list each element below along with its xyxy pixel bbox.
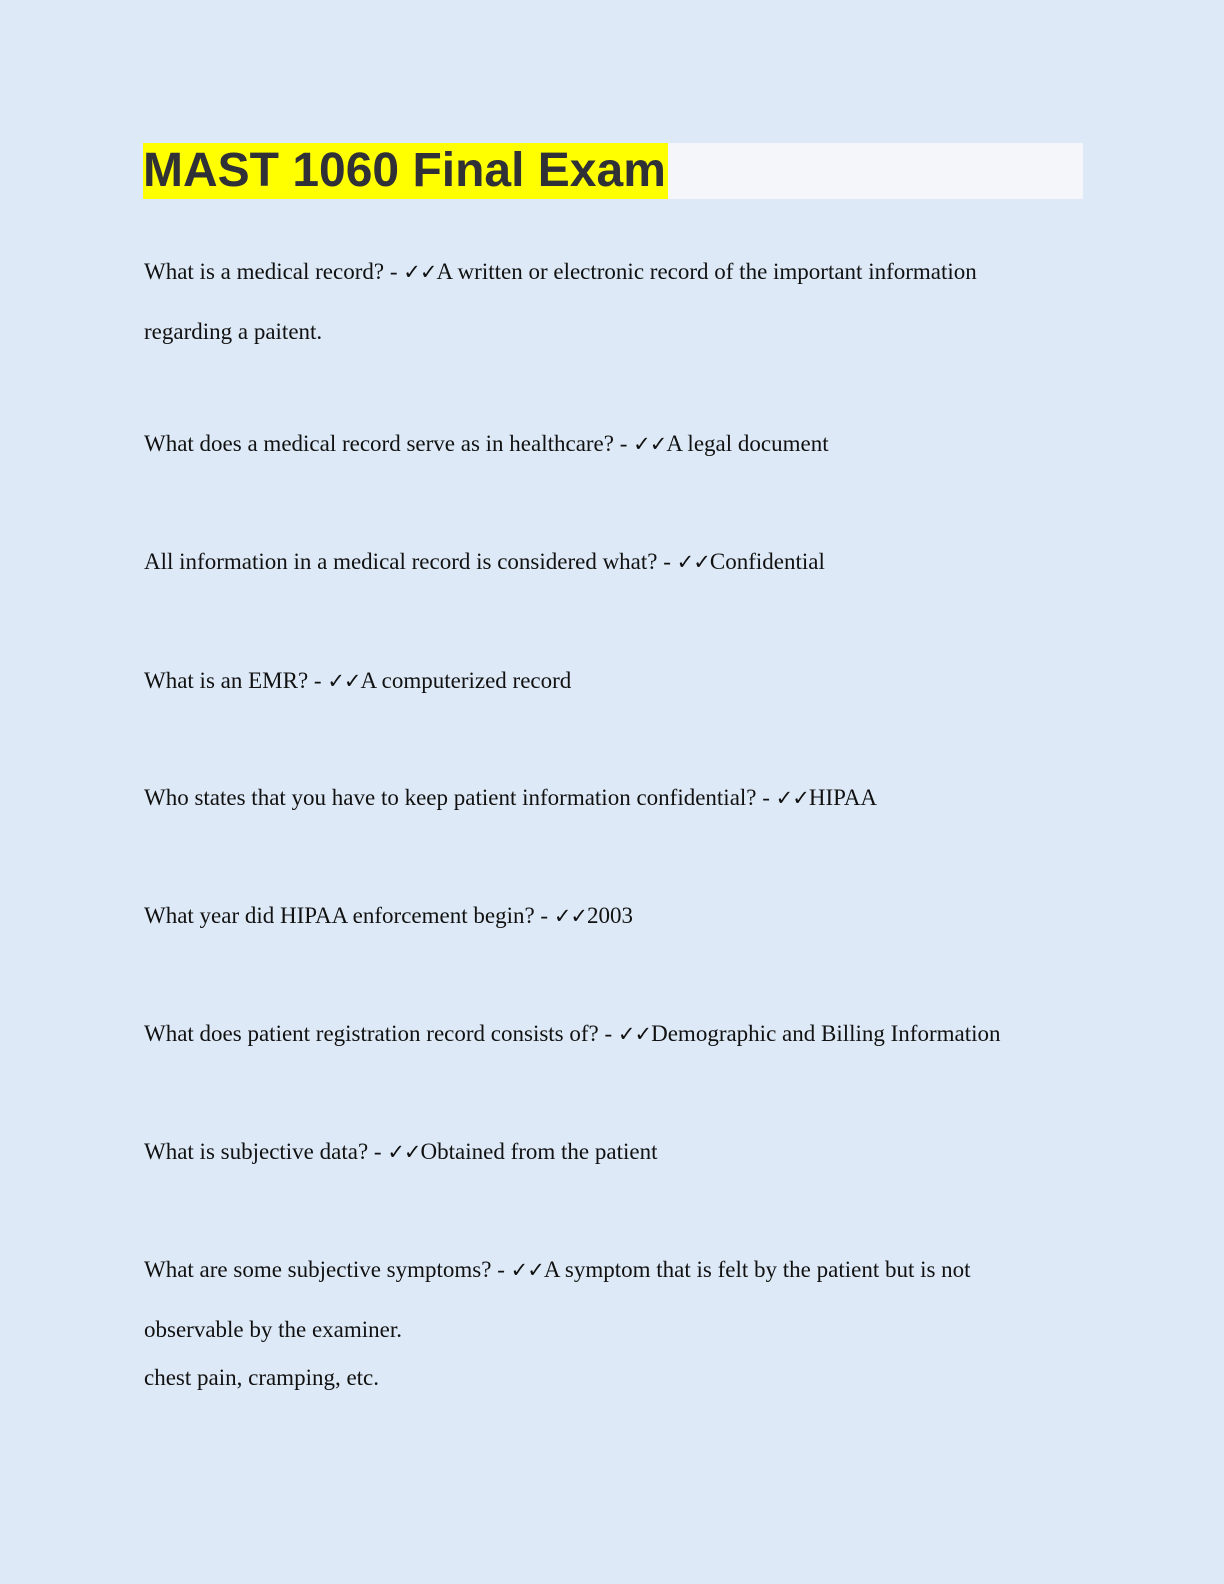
check-icon: ✓✓	[676, 550, 710, 574]
qa-line	[144, 532, 1104, 592]
question-text: Who states that you have to keep patient information confidential? -	[144, 785, 776, 810]
answer-text: A legal document	[666, 431, 829, 456]
qa-line	[144, 651, 1104, 711]
qa-line	[144, 886, 1104, 946]
check-icon: ✓✓	[633, 432, 667, 456]
qa-item-9	[144, 1240, 1104, 1398]
qa-item-2	[144, 414, 1104, 474]
answer-text: Obtained from the patient	[420, 1139, 658, 1164]
answer-text: A computerized record	[360, 668, 572, 693]
answer-continued: regarding a paitent.	[144, 319, 323, 344]
qa-line	[144, 414, 1104, 474]
answer-text: A written or electronic record of the important information	[436, 259, 977, 284]
answer-text: HIPAA	[808, 785, 878, 810]
qa-line	[144, 242, 1104, 302]
question-text: What are some subjective symptoms? -	[144, 1257, 511, 1282]
check-icon: ✓✓	[775, 786, 809, 810]
question-text: What year did HIPAA enforcement begin? -	[144, 903, 554, 928]
question-text: What is an EMR? -	[144, 668, 328, 693]
check-icon: ✓✓	[510, 1258, 544, 1282]
check-icon: ✓✓	[553, 904, 588, 928]
qa-item-5	[144, 768, 1104, 828]
question-text: All information in a medical record is considered what? -	[144, 549, 677, 574]
answer-text: Demographic and Billing Information	[651, 1021, 1001, 1046]
qa-item-7	[144, 1004, 1104, 1064]
qa-line	[144, 1240, 1104, 1300]
question-text: What does a medical record serve as in healthcare? -	[144, 431, 634, 456]
answer-text: Confidential	[709, 549, 825, 574]
answer-continued: observable by the examiner.	[144, 1317, 403, 1342]
question-text: What is a medical record? -	[144, 259, 404, 284]
page-title: MAST 1060 Final Exam	[143, 144, 666, 197]
check-icon: ✓✓	[387, 1140, 421, 1164]
check-icon: ✓✓	[403, 260, 437, 284]
check-icon: ✓✓	[617, 1022, 652, 1046]
qa-line	[144, 1122, 1104, 1182]
qa-item-4	[144, 651, 1104, 711]
question-text: What is subjective data? -	[144, 1139, 388, 1164]
question-text: What does patient registration record consists of? -	[144, 1021, 618, 1046]
qa-line	[144, 768, 1104, 828]
qa-item-3	[144, 532, 1104, 592]
answer-text: 2003	[587, 903, 634, 928]
check-icon: ✓✓	[327, 669, 361, 693]
qa-line	[144, 1004, 1104, 1064]
answer-extra: chest pain, cramping, etc.	[144, 1365, 380, 1390]
qa-item-8	[144, 1122, 1104, 1182]
qa-item-6	[144, 886, 1104, 946]
qa-item-1	[144, 242, 1104, 362]
answer-text: A symptom that is felt by the patient but is not	[543, 1257, 971, 1282]
